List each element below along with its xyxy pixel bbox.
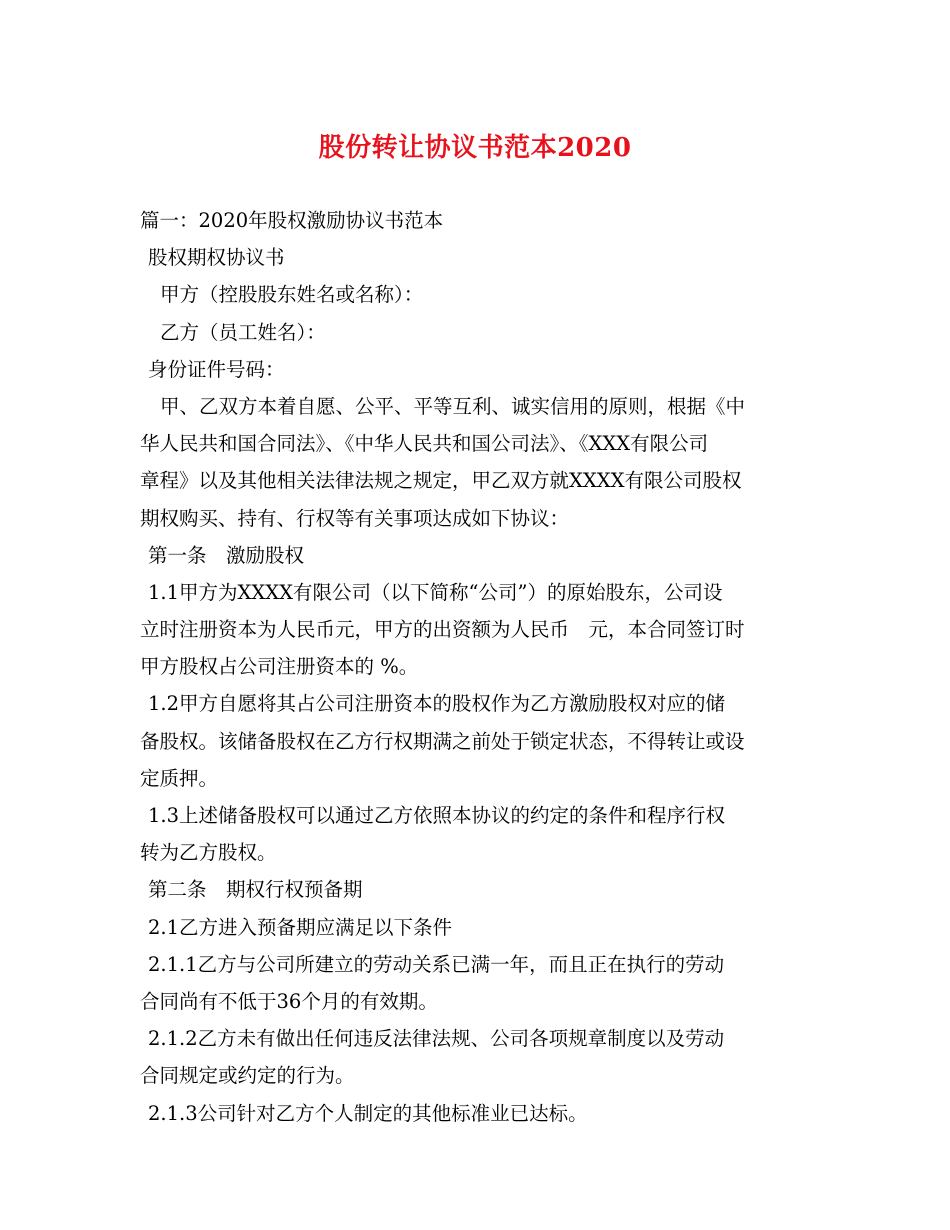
body-line: 1.3上述储备股权可以通过乙方依照本协议的约定的条件和程序行权 [148, 804, 726, 827]
body-line: 股权期权协议书 [148, 246, 285, 270]
body-line: 章程》以及其他相关法律法规之规定，甲乙双方就XXXX有限公司股权 [140, 469, 742, 493]
body-line: 备股权。该储备股权在乙方行权期满之前处于锁定状态，不得转让或设 [140, 729, 745, 753]
body-line: 2.1.1乙方与公司所建立的劳动关系已满一年，而且正在执行的劳动 [148, 952, 725, 976]
body-line: 第一条 激励股权 [148, 543, 305, 567]
body-line: 合同尚有不低于36个月的有效期。 [140, 989, 438, 1013]
body-line: 立时注册资本为人民币元，甲方的出资额为人民币 元，本合同签订时 [140, 618, 745, 642]
body-line: 甲方（控股股东姓名或名称）： [160, 283, 424, 307]
body-line: 华人民共和国合同法》、《中华人民共和国公司法》、《XXX有限公司 [140, 432, 709, 456]
document-title: 股份转让协议书范本2020 [318, 133, 632, 163]
body-line: 1.1甲方为XXXX有限公司（以下简称“公司”）的原始股东，公司设 [148, 580, 723, 604]
body-line: 甲方股权占公司注册资本的 %。 [140, 655, 419, 679]
body-line: 第二条 期权行权预备期 [148, 878, 363, 902]
body-line: 甲、乙双方本着自愿、公平、平等互利、诚实信用的原则，根据《中 [160, 394, 746, 418]
body-line: 乙方（员工姓名）： [160, 320, 326, 344]
body-line: 身份证件号码： [148, 357, 285, 381]
body-line: 2.1乙方进入预备期应满足以下条件 [148, 915, 453, 939]
body-line: 转为乙方股权。 [140, 841, 277, 865]
body-line: 定质押。 [140, 766, 219, 790]
document-body [140, 202, 830, 1132]
body-line: 2.1.3公司针对乙方个人制定的其他标准业已达标。 [148, 1101, 588, 1125]
body-line: 篇一：2020年股权激励协议书范本 [140, 209, 444, 232]
body-line: 1.2甲方自愿将其占公司注册资本的股权作为乙方激励股权对应的储 [148, 692, 726, 716]
body-line: 期权购买、持有、行权等有关事项达成如下协议： [140, 506, 570, 530]
body-line: 合同规定或约定的行为。 [140, 1064, 355, 1088]
body-line: 2.1.2乙方未有做出任何违反法律法规、公司各项规章制度以及劳动 [148, 1027, 725, 1051]
